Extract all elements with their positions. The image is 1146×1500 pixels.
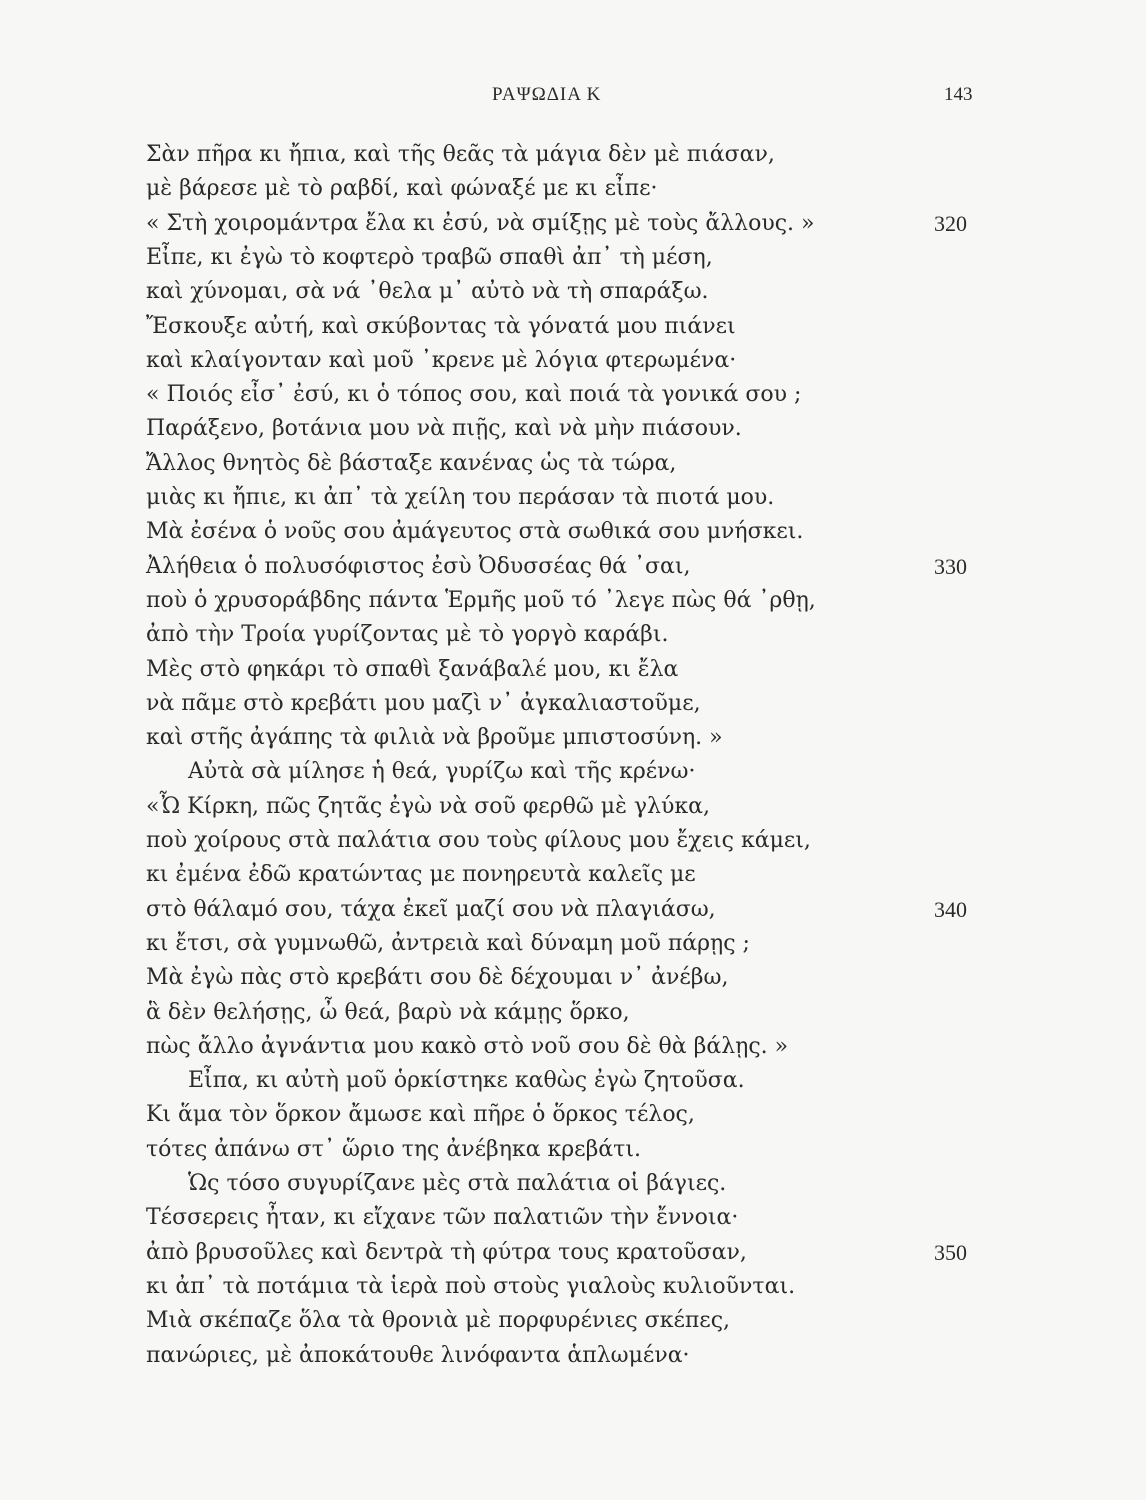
verse-text: τότες ἀπάνω στ᾽ ὥριο της ἀνέβηκα κρεβάτι. bbox=[146, 1136, 641, 1162]
verse-text: Μιὰ σκέπαζε ὅλα τὰ θρονιὰ μὲ πορφυρένιες σκέπες, bbox=[146, 1308, 731, 1334]
verse-line bbox=[0, 483, 1146, 517]
verse-text: ποὺ χοίρους στὰ παλάτια σου τοὺς φίλους μου ἔχεις κάμει, bbox=[146, 828, 811, 853]
verse-text: Παράξενο, βοτάνια μου νὰ πιῇς, καὶ νὰ μὴν πιάσουν. bbox=[146, 416, 742, 442]
verse-line bbox=[0, 1066, 1146, 1100]
verse-line bbox=[0, 277, 1146, 311]
verse-text: κι ἀπ᾽ τὰ ποτάμια τὰ ἱερὰ ποὺ στοὺς γιαλοὺς κυλιοῦνται. bbox=[146, 1273, 796, 1299]
verse-text: Ἔσκουξε αὐτή, καὶ σκύβοντας τὰ γόνατά μου πιάνει bbox=[146, 313, 736, 339]
verse-line bbox=[0, 380, 1146, 414]
verse-line bbox=[0, 449, 1146, 483]
verse-line bbox=[0, 895, 1146, 929]
verse-text: Μὰ ἐσένα ὁ νοῦς σου ἀμάγευτος στὰ σωθικά σου μνήσκει. bbox=[146, 519, 804, 545]
verse-text: Ἄλλος θνητὸς δὲ βάσταξε κανένας ὡς τὰ τώρα, bbox=[146, 450, 677, 476]
verse-text: μὲ βάρεσε μὲ τὸ ραβδί, καὶ φώναξέ με κι εἶπε· bbox=[146, 176, 658, 202]
verse-line bbox=[0, 586, 1146, 620]
verse-line bbox=[0, 1100, 1146, 1134]
verse-line bbox=[0, 1341, 1146, 1375]
verse-line bbox=[0, 757, 1146, 791]
verse-line bbox=[0, 929, 1146, 963]
line-number: 320 bbox=[934, 210, 967, 236]
verse-line bbox=[0, 655, 1146, 689]
verse-line bbox=[0, 517, 1146, 551]
verse-text: καὶ κλαίγονταν καὶ μοῦ ᾽κρενε μὲ λόγια φτερωμένα· bbox=[146, 347, 737, 373]
verse-text: Μὲς στὸ φηκάρι τὸ σπαθὶ ξανάβαλέ μου, κι ἔλα bbox=[146, 656, 679, 682]
running-head bbox=[0, 84, 1146, 114]
verse-line bbox=[0, 860, 1146, 894]
verse-line bbox=[0, 1203, 1146, 1237]
verse-text: μιὰς κι ἤπιε, κι ἀπ᾽ τὰ χείλη του περάσαν τὰ πιοτά μου. bbox=[146, 485, 775, 510]
verse-line bbox=[0, 552, 1146, 586]
verse-line bbox=[0, 998, 1146, 1032]
line-number: 350 bbox=[934, 1239, 967, 1265]
verse-line bbox=[0, 826, 1146, 860]
verse-text: καὶ στῆς ἀγάπης τὰ φιλιὰ νὰ βροῦμε μπιστοσύνη. » bbox=[146, 725, 723, 751]
line-number: 340 bbox=[934, 896, 967, 922]
line-number: 330 bbox=[934, 553, 967, 579]
verse-line bbox=[0, 963, 1146, 997]
verse-line bbox=[0, 1032, 1146, 1066]
verse-text: Εἶπα, κι αὐτὴ μοῦ ὁρκίστηκε καθὼς ἐγὼ ζητοῦσα. bbox=[188, 1068, 745, 1094]
verse-line bbox=[0, 312, 1146, 346]
verse-line bbox=[0, 243, 1146, 277]
verse-text: « Ποιός εἶσ᾽ ἐσύ, κι ὁ τόπος σου, καὶ ποιά τὰ γονικά σου ; bbox=[146, 382, 802, 408]
verse-line bbox=[0, 1272, 1146, 1306]
verse-line bbox=[0, 346, 1146, 380]
verse-text: πὼς ἄλλο ἀγνάντια μου κακὸ στὸ νοῦ σου δὲ θὰ βάλῃς. » bbox=[146, 1033, 789, 1059]
verse-text: Μὰ ἐγὼ πὰς στὸ κρεβάτι σου δὲ δέχουμαι ν᾽ ἀνέβω, bbox=[146, 965, 729, 991]
verse-line bbox=[0, 1169, 1146, 1203]
verse-text: Σὰν πῆρα κι ἤπια, καὶ τῆς θεᾶς τὰ μάγια δὲν μὲ πιάσαν, bbox=[146, 142, 775, 167]
verse-line bbox=[0, 1306, 1146, 1340]
verse-text: πανώριες, μὲ ἀποκάτουθε λινόφαντα ἁπλωμένα· bbox=[146, 1342, 690, 1368]
verse-text: στὸ θάλαμό σου, τάχα ἐκεῖ μαζί σου νὰ πλαγιάσω, bbox=[146, 896, 716, 922]
verse-text: ἀπὸ βρυσοῦλες καὶ δεντρὰ τὴ φύτρα τους κρατοῦσαν, bbox=[146, 1239, 747, 1265]
verse-text: νὰ πᾶμε στὸ κρεβάτι μου μαζὶ ν᾽ ἀγκαλιαστοῦμε, bbox=[146, 690, 701, 716]
verse-text: Τέσσερεις ἦταν, κι εἴχανε τῶν παλατιῶν τὴν ἔννοια· bbox=[146, 1205, 739, 1231]
verse-line bbox=[0, 620, 1146, 654]
verse-line bbox=[0, 689, 1146, 723]
verse-line bbox=[0, 414, 1146, 448]
verse-text: κι ἐμένα ἐδῶ κρατώντας με πονηρευτὰ καλεῖς με bbox=[146, 862, 696, 888]
page-number: 143 bbox=[944, 84, 973, 105]
verse-text: Ὡς τόσο συγυρίζανε μὲς στὰ παλάτια οἱ βάγιες. bbox=[188, 1171, 727, 1196]
verse-line bbox=[0, 1135, 1146, 1169]
verse-line bbox=[0, 792, 1146, 826]
verse-text: Εἶπε, κι ἐγὼ τὸ κοφτερὸ τραβῶ σπαθὶ ἀπ᾽ τὴ μέση, bbox=[146, 244, 713, 270]
running-title: ΡΑΨΩΔΙΑ Κ bbox=[492, 84, 602, 105]
verse-text: Αὐτὰ σὰ μίλησε ἡ θεά, γυρίζω καὶ τῆς κρένω· bbox=[188, 759, 696, 785]
verse-line bbox=[0, 723, 1146, 757]
verse-text: « Στὴ χοιρομάντρα ἔλα κι ἐσύ, νὰ σμίξῃς μὲ τοὺς ἄλλους. » bbox=[146, 210, 815, 236]
verse-text: καὶ χύνομαι, σὰ νά ᾽θελα μ᾽ αὐτὸ νὰ τὴ σπαράξω. bbox=[146, 279, 709, 305]
verse-text: ποὺ ὁ χρυσοράβδης πάντα Ἑρμῆς μοῦ τό ᾽λεγε πὼς θά ᾽ρθῃ, bbox=[146, 587, 816, 613]
verse-text: ἃ δὲν θελήσῃς, ὦ θεά, βαρὺ νὰ κάμῃς ὅρκο, bbox=[146, 999, 630, 1025]
verse-text: «Ὦ Κίρκη, πῶς ζητᾶς ἐγὼ νὰ σοῦ φερθῶ μὲ γλύκα, bbox=[146, 793, 710, 819]
verse-line bbox=[0, 209, 1146, 243]
verse-line bbox=[0, 174, 1146, 208]
verse-line bbox=[0, 1238, 1146, 1272]
verse-text: ἀπὸ τὴν Τροία γυρίζοντας μὲ τὸ γοργὸ καράβι. bbox=[146, 622, 669, 648]
verse-text: κι ἔτσι, σὰ γυμνωθῶ, ἀντρειὰ καὶ δύναμη μοῦ πάρῃς ; bbox=[146, 930, 750, 956]
verse-text: Ἀλήθεια ὁ πολυσόφιστος ἐσὺ Ὀδυσσέας θά ᾽σαι, bbox=[146, 553, 691, 579]
verse-text: Κι ἅμα τὸν ὅρκον ἄμωσε καὶ πῆρε ὁ ὅρκος τέλος, bbox=[146, 1102, 695, 1128]
verse-line bbox=[0, 140, 1146, 174]
